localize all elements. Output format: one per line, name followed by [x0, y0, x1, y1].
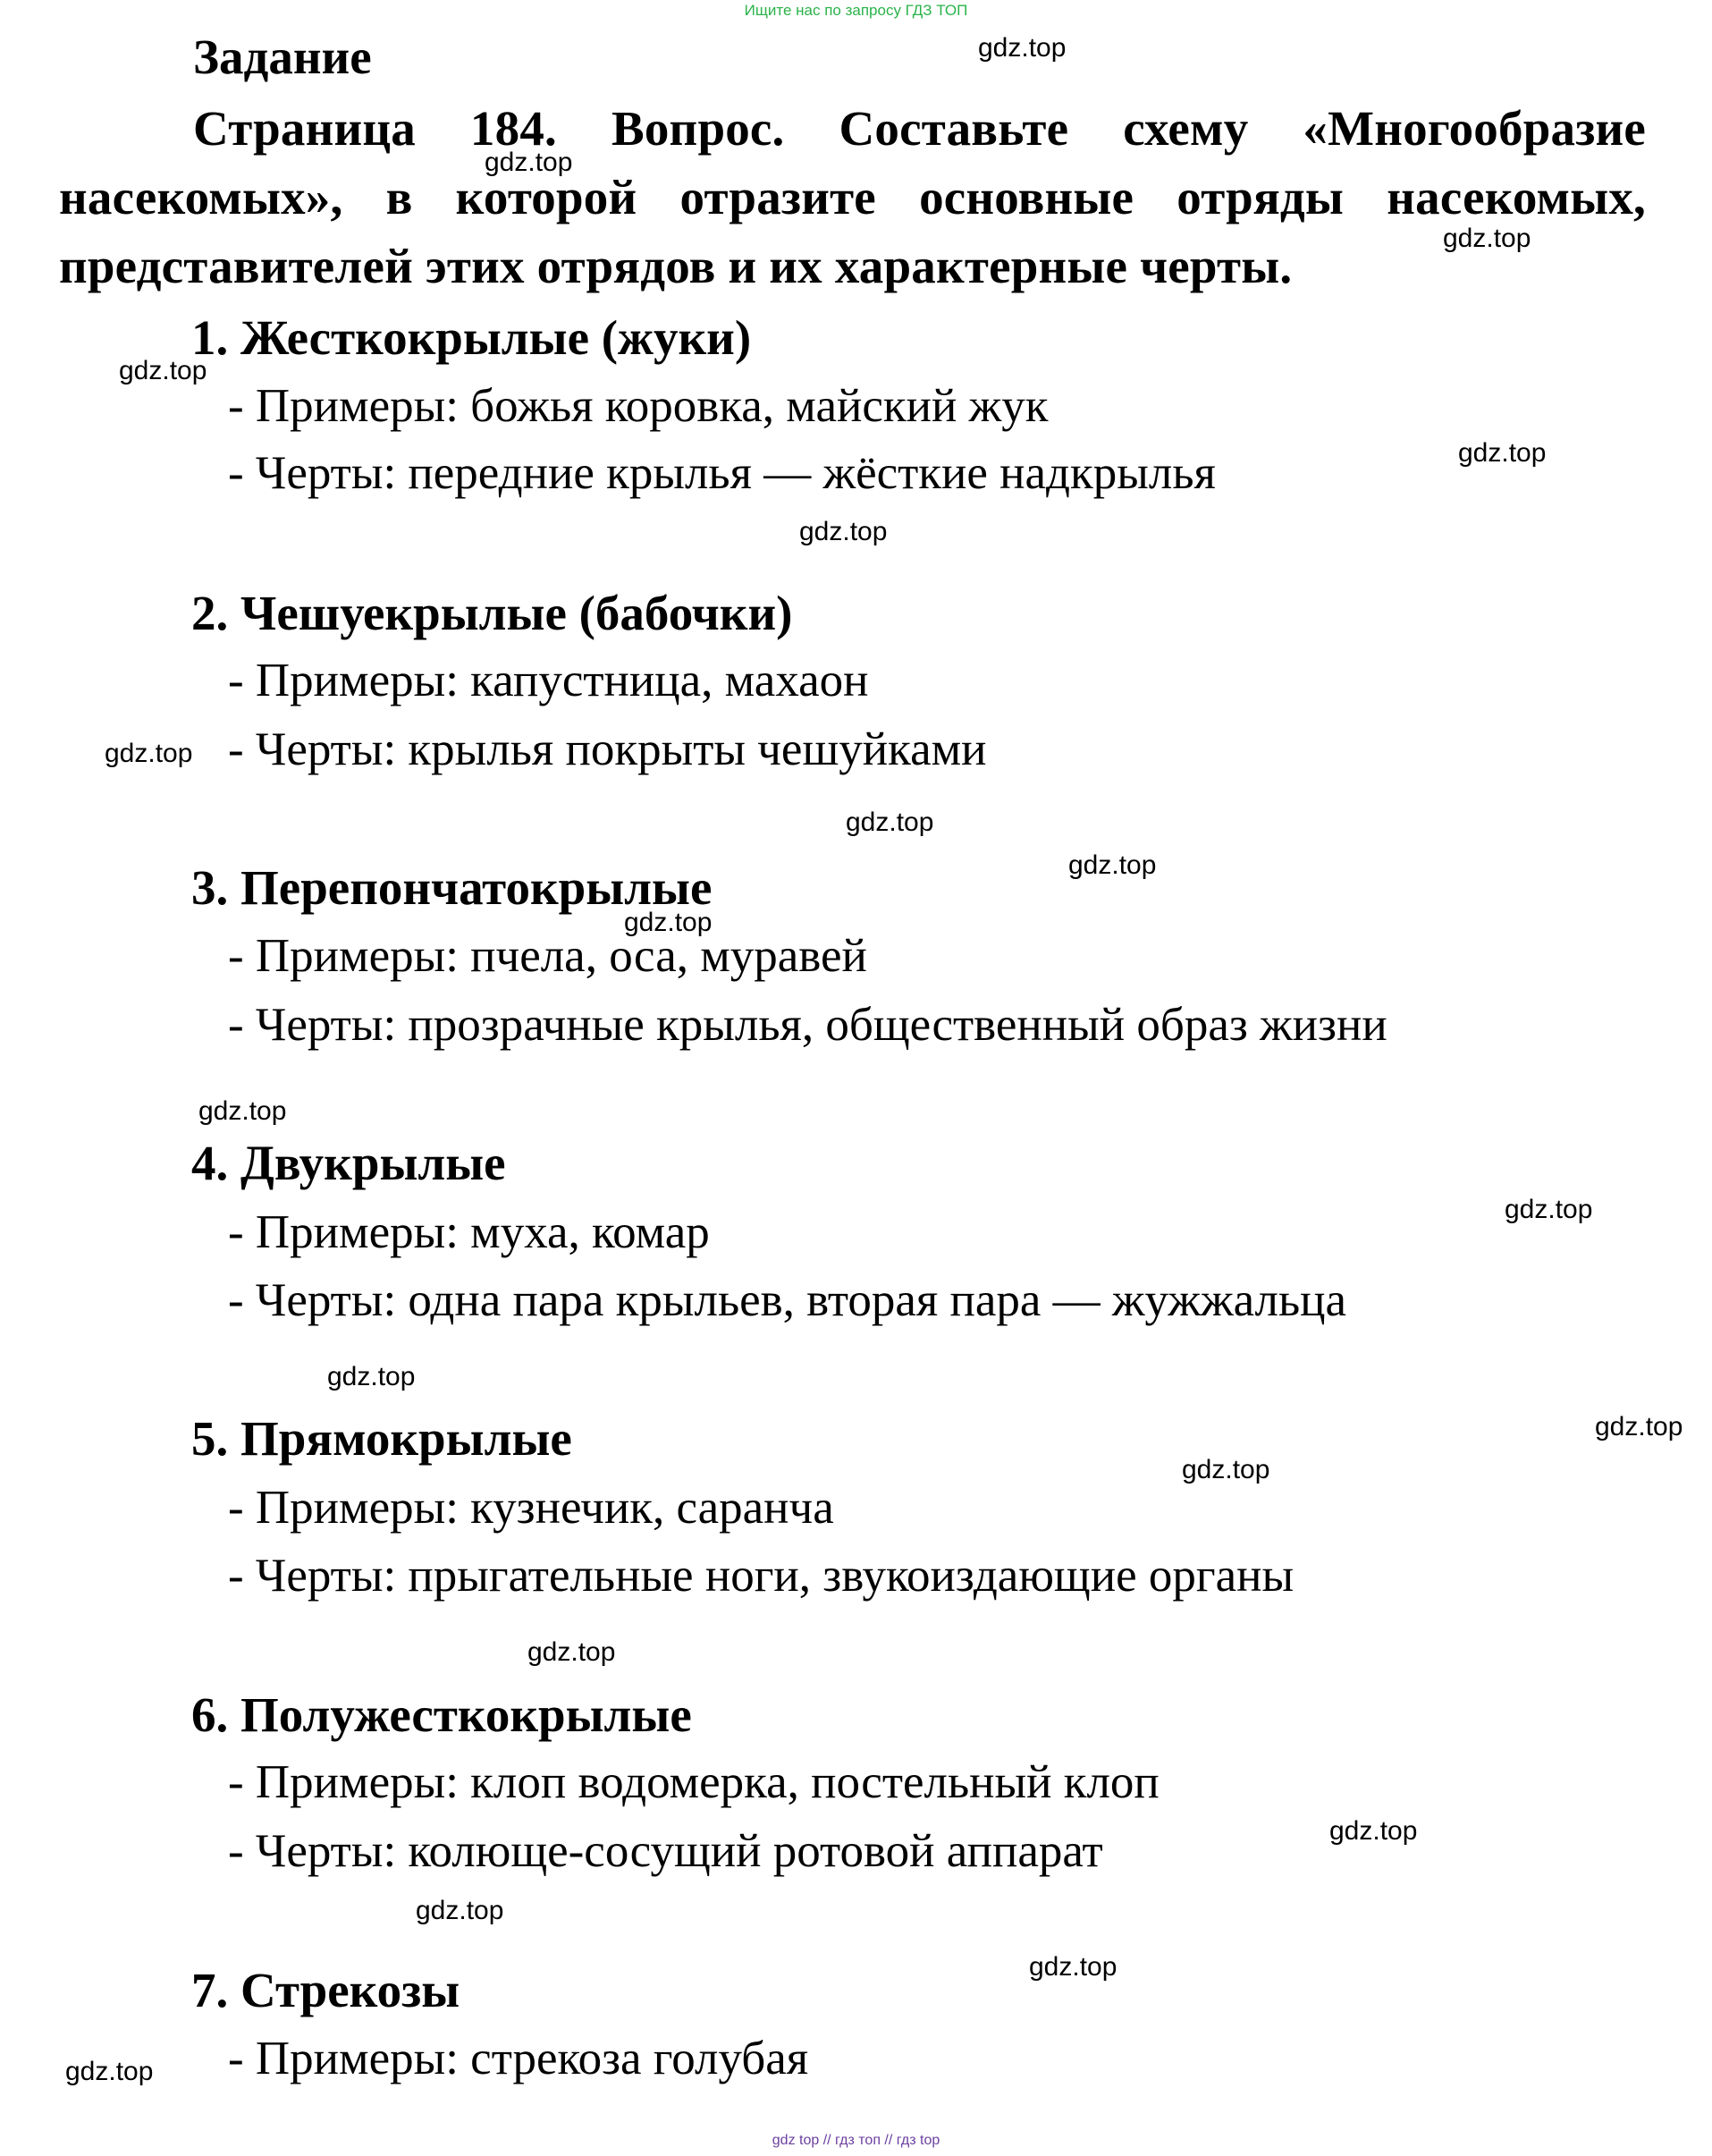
- page-heading: Задание: [193, 30, 372, 84]
- watermark: gdz.top: [1068, 850, 1157, 880]
- watermark: gdz.top: [624, 908, 713, 937]
- watermark: gdz.top: [1329, 1816, 1418, 1846]
- order-traits-5: - Черты: прыгательные ноги, звукоиздающие органы: [228, 1550, 1295, 1602]
- order-title-4: 4. Двукрылые: [191, 1136, 506, 1190]
- watermark: gdz.top: [105, 739, 193, 768]
- watermark: gdz.top: [416, 1896, 504, 1925]
- watermark: gdz.top: [1595, 1412, 1683, 1442]
- watermark: gdz.top: [119, 356, 207, 385]
- order-traits-1: - Черты: передние крылья — жёсткие надкрылья: [228, 447, 1216, 499]
- watermark: gdz.top: [846, 807, 934, 837]
- site-footer-note[interactable]: gdz top // гдз топ // гдз top: [772, 2133, 940, 2148]
- order-traits-2: - Черты: крылья покрыты чешуйками: [228, 723, 987, 775]
- order-title-3: 3. Перепончатокрылые: [191, 860, 713, 915]
- order-title-2: 2. Чешуекрылые (бабочки): [191, 586, 793, 640]
- watermark: gdz.top: [327, 1362, 416, 1391]
- watermark: gdz.top: [1443, 224, 1531, 253]
- question-text: Страница 184. Вопрос. Составьте схему «Многообразие насекомых», в которой отразите основные отряды насекомых, представителей этих отрядов и их характерные черты.: [59, 101, 1646, 293]
- order-examples-1: - Примеры: божья коровка, майский жук: [228, 380, 1049, 432]
- order-examples-2: - Примеры: капустница, махаон: [228, 655, 869, 706]
- order-title-1: 1. Жесткокрылые (жуки): [191, 310, 752, 365]
- watermark: gdz.top: [1505, 1195, 1593, 1224]
- watermark: gdz.top: [65, 2057, 154, 2086]
- watermark: gdz.top: [978, 33, 1067, 63]
- order-examples-3: - Примеры: пчела, оса, муравей: [228, 930, 867, 982]
- order-examples-7: - Примеры: стрекоза голубая: [228, 2033, 809, 2084]
- watermark: gdz.top: [485, 148, 573, 177]
- watermark: gdz.top: [527, 1637, 616, 1667]
- order-title-7: 7. Стрекозы: [191, 1963, 460, 2017]
- watermark: gdz.top: [1182, 1455, 1270, 1484]
- order-examples-4: - Примеры: муха, комар: [228, 1206, 710, 1258]
- watermark: gdz.top: [198, 1096, 287, 1126]
- order-title-6: 6. Полужесткокрылые: [191, 1687, 692, 1742]
- order-traits-4: - Черты: одна пара крыльев, вторая пара — жужжальца: [228, 1274, 1347, 1326]
- watermark: gdz.top: [1458, 438, 1547, 468]
- order-traits-3: - Черты: прозрачные крылья, общественный образ жизни: [228, 999, 1387, 1051]
- order-traits-6: - Черты: колюще-сосущий ротовой аппарат: [228, 1825, 1103, 1877]
- site-search-note[interactable]: Ищите нас по запросу ГДЗ ТОП: [744, 2, 968, 19]
- order-title-5: 5. Прямокрылые: [191, 1411, 572, 1466]
- watermark: gdz.top: [799, 517, 888, 546]
- order-examples-6: - Примеры: клоп водомерка, постельный клоп: [228, 1756, 1160, 1808]
- order-examples-5: - Примеры: кузнечик, саранча: [228, 1482, 834, 1534]
- watermark: gdz.top: [1029, 1952, 1117, 1982]
